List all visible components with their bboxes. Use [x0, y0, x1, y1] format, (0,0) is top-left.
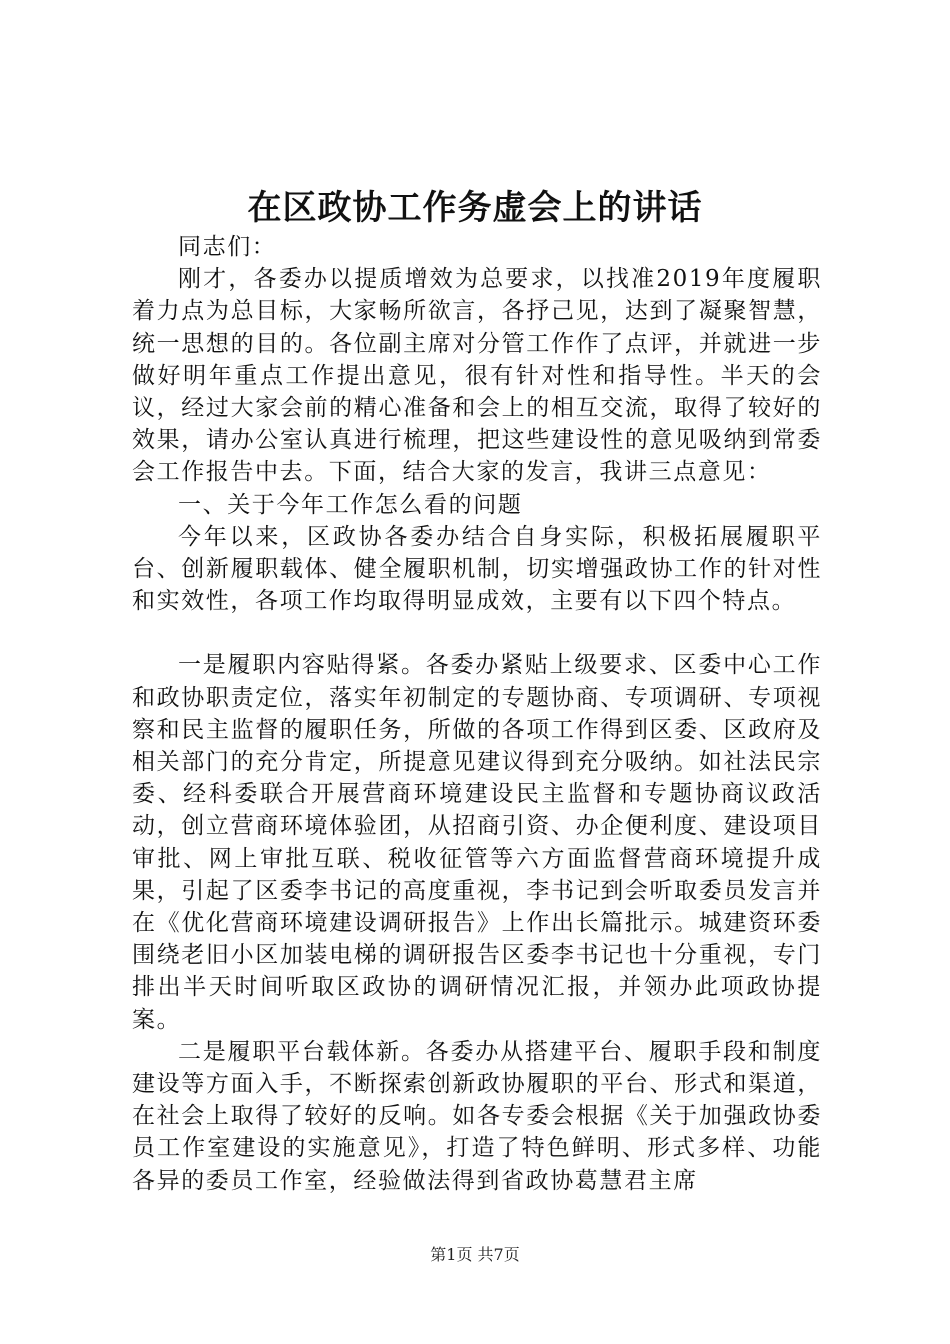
paragraph-point-2: 二是履职平台载体新。各委办从搭建平台、履职手段和制度建设等方面入手，不断探索创新政协履职的平台、形式和渠道，在社会上取得了较好的反响。如各专委会根据《关于加强政协委员工作室建设的实施意见》，打造了特色鲜明、形式多样、功能各异的委员工作室，经验做法得到省政协葛慧君主席	[132, 1038, 822, 1194]
paragraph-intro: 刚才，各委办以提质增效为总要求，以找准2019年度履职着力点为总目标，大家畅所欲言，各抒己见，达到了凝聚智慧，统一思想的目的。各位副主席对分管工作作了点评，并就进一步做好明年重点工作提出意见，很有针对性和指导性。半天的会议，经过大家会前的精心准备和会上的相互交流，取得了较好的效果，请办公室认真进行梳理，把这些建设性的意见吸纳到常委会工作报告中去。下面，结合大家的发言，我讲三点意见：	[132, 266, 822, 486]
page-footer: 第1页 共7页	[430, 1245, 520, 1264]
paragraph-overview: 今年以来，区政协各委办结合自身实际，积极拓展履职平台、创新履职载体、健全履职机制，切实增强政协工作的针对性和实效性，各项工作均取得明显成效，主要有以下四个特点。	[132, 523, 822, 615]
section-heading-1: 一、关于今年工作怎么看的问题	[178, 491, 523, 518]
document-body	[132, 231, 822, 1197]
document-title: 在区政协工作务虚会上的讲话	[247, 188, 703, 228]
salutation: 同志们：	[178, 234, 277, 260]
paragraph-point-1: 一是履职内容贴得紧。各委办紧贴上级要求、区委中心工作和政协职责定位，落实年初制定的专题协商、专项调研、专项视察和民主监督的履职任务，所做的各项工作得到区委、区政府及相关部门的充分肯定，所提意见建议得到充分吸纳。如社法民宗委、经科委联合开展营商环境建设民主监督和专题协商议政活动，创立营商环境体验团，从招商引资、办企便利度、建设项目审批、网上审批互联、税收征管等六方面监督营商环境提升成果，引起了区委李书记的高度重视，李书记到会听取委员发言并在《优化营商环境建设调研报告》上作出长篇批示。城建资环委围绕老旧小区加装电梯的调研报告区委李书记也十分重视，专门排出半天时间听取区政协的调研情况汇报，并领办此项政协提案。	[132, 652, 822, 1033]
